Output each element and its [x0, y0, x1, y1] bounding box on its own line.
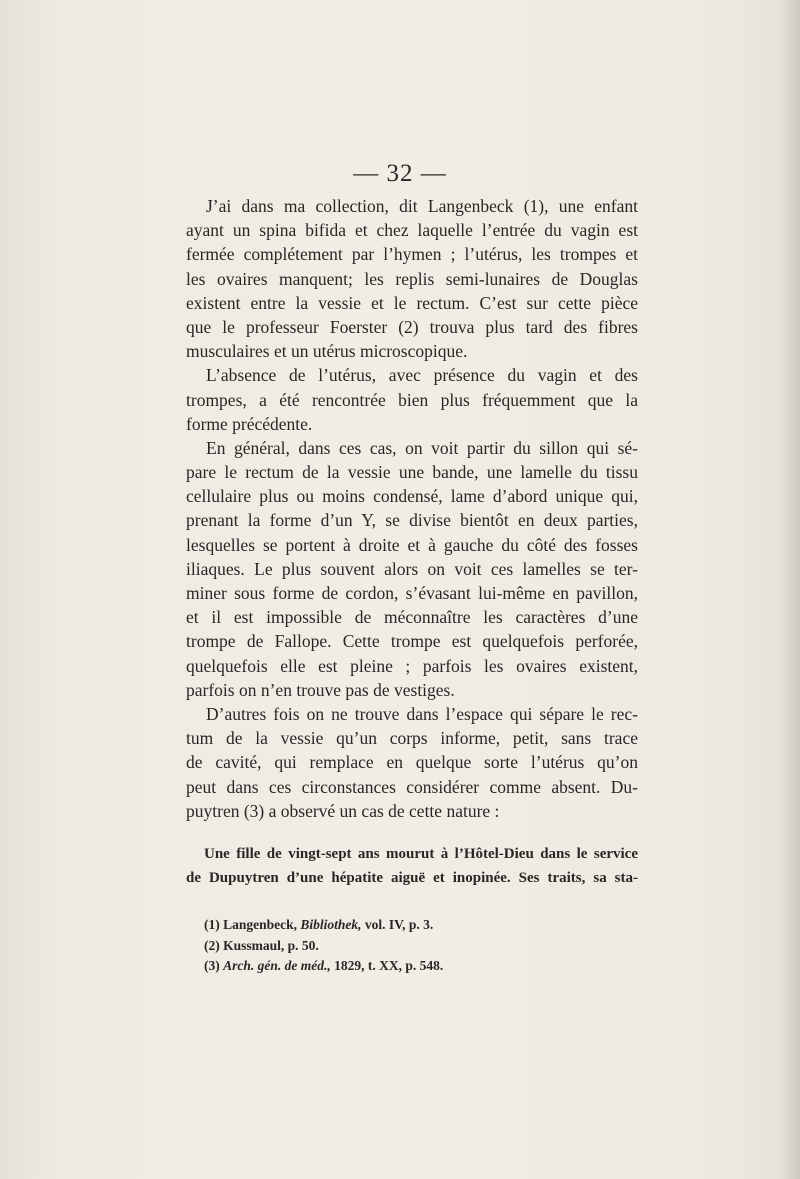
footnote-mark: (1)	[204, 917, 220, 932]
footnote-title: Bibliothek,	[300, 917, 362, 932]
text-line: musculaires et un utérus microscopique.	[186, 341, 468, 362]
footnote-mark: (3)	[204, 958, 220, 973]
paragraph	[186, 436, 638, 702]
text-line: ayant un spina bifida et chez laquelle l’entrée du vagin est	[186, 220, 638, 241]
text-line: quelquefois elle est pleine ; parfois les ovaires existent,	[186, 655, 638, 676]
text-line: iliaques. Le plus souvent alors on voit ces lamelles se ter-	[186, 558, 638, 579]
text-line: miner sous forme de cordon, s’évasant lui-même en pavillon,	[186, 583, 638, 603]
paragraph	[186, 363, 638, 436]
text-line: J’ai dans ma collection, dit Langenbeck (1), une enfant	[206, 196, 638, 216]
text-line: trompes, a été rencontrée bien plus fréquemment que la	[186, 389, 638, 410]
footnote-text: Kussmaul, p. 50.	[223, 937, 319, 953]
text-line: D’autres fois on ne trouve dans l’espace qui sépare le rec-	[206, 703, 638, 724]
case-report	[186, 842, 638, 890]
text-line: trompe de Fallope. Cette trompe est quelquefois perforée,	[186, 631, 638, 652]
text-line: fermée complétement par l’hymen ; l’utérus, les trompes et	[186, 244, 638, 265]
paragraph	[186, 194, 638, 363]
footnote-mark: (2)	[204, 937, 220, 953]
footnote-text: Langenbeck,	[223, 917, 301, 932]
main-text	[186, 194, 638, 823]
text-line: cellulaire plus ou moins condensé, lame d’abord unique qui,	[186, 486, 638, 507]
text-line: En général, dans ces cas, on voit partir du sillon qui sé-	[206, 437, 638, 458]
case-report-line: de Dupuytren d’une hépatite aiguë et inopinée. Ses traits, sa sta-	[186, 870, 638, 886]
footnote	[204, 956, 604, 977]
footnote	[204, 915, 604, 936]
text-line: tum de la vessie qu’un corps informe, petit, sans trace	[186, 728, 638, 749]
footnote-title: Arch. gén. de méd.,	[223, 958, 331, 973]
footnote	[204, 936, 604, 957]
paragraph	[186, 702, 638, 823]
text-line: pare le rectum de la vessie une bande, une lamelle du tissu	[186, 462, 638, 483]
text-line: peut dans ces circonstances considérer comme absent. Du-	[186, 776, 638, 797]
text-line: existent entre la vessie et le rectum. C’est sur cette pièce	[186, 292, 638, 313]
text-line: et il est impossible de méconnaître les caractères d’une	[186, 607, 638, 628]
page-number: — 32 —	[353, 160, 447, 187]
footnote-text: vol. IV, p. 3.	[361, 917, 434, 932]
text-line: forme précédente.	[186, 413, 313, 434]
footnote-text: 1829, t. XX, p. 548.	[330, 958, 444, 973]
case-report-line: Une fille de vingt-sept ans mourut à l’Hôtel-Dieu dans le service	[204, 846, 638, 862]
text-line: puytren (3) a observé un cas de cette nature :	[186, 800, 500, 821]
text-line: prenant la forme d’un Y, se divise bientôt en deux parties,	[186, 510, 638, 531]
text-line: de cavité, qui remplace en quelque sorte l’utérus qu’on	[186, 752, 638, 773]
text-line: que le professeur Foerster (2) trouva plus tard des fibres	[186, 316, 638, 337]
text-line: L’absence de l’utérus, avec présence du vagin et des	[206, 365, 638, 386]
text-line: lesquelles se portent à droite et à gauche du côté des fosses	[186, 534, 638, 555]
text-line: parfois on n’en trouve pas de vestiges.	[186, 679, 455, 700]
footnotes	[204, 915, 604, 977]
text-line: les ovaires manquent; les replis semi-lunaires de Douglas	[186, 268, 638, 289]
